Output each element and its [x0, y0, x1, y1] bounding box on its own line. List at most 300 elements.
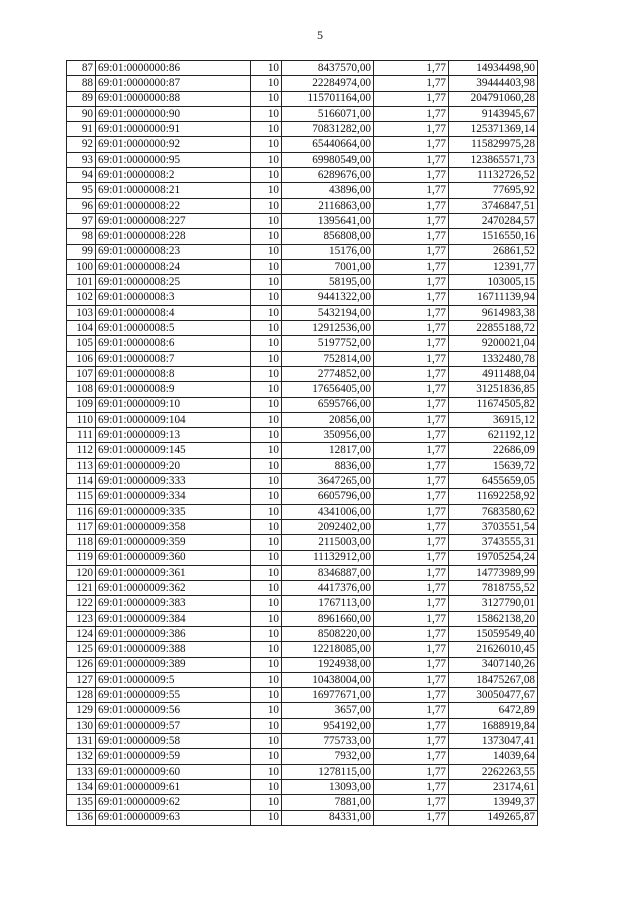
row-number-cell: 115: [67, 489, 96, 504]
rate-cell: 10: [251, 137, 282, 152]
row-number-cell: 122: [67, 596, 96, 611]
rate-cell: 10: [251, 458, 282, 473]
cadastral-number-cell: 69:01:0000000:91: [96, 122, 251, 137]
table-row: [67, 397, 538, 412]
cadastral-number-cell: 69:01:0000009:58: [96, 734, 251, 749]
row-number-cell: 95: [67, 183, 96, 198]
table-row: [67, 749, 538, 764]
rate-cell: 10: [251, 290, 282, 305]
row-number-cell: 123: [67, 611, 96, 626]
coefficient-cell: 1,77: [374, 152, 449, 167]
row-number-cell: 98: [67, 229, 96, 244]
amount-cell: 1688919,84: [449, 718, 538, 733]
cadastral-number-cell: 69:01:0000009:20: [96, 458, 251, 473]
amount-cell: 2262263,55: [449, 764, 538, 779]
coefficient-cell: 1,77: [374, 489, 449, 504]
table-row: [67, 596, 538, 611]
value-cell: 7932,00: [282, 749, 374, 764]
cadastral-number-cell: 69:01:0000009:333: [96, 474, 251, 489]
row-number-cell: 125: [67, 642, 96, 657]
row-number-cell: 132: [67, 749, 96, 764]
value-cell: 2774852,00: [282, 366, 374, 381]
coefficient-cell: 1,77: [374, 397, 449, 412]
rate-cell: 10: [251, 443, 282, 458]
value-cell: 6595766,00: [282, 397, 374, 412]
row-number-cell: 112: [67, 443, 96, 458]
cadastral-number-cell: 69:01:0000009:10: [96, 397, 251, 412]
table-row: [67, 321, 538, 336]
cadastral-number-cell: 69:01:0000000:90: [96, 106, 251, 121]
rate-cell: 10: [251, 535, 282, 550]
table-row: [67, 642, 538, 657]
table-row: [67, 351, 538, 366]
table-row: [67, 168, 538, 183]
table-row: [67, 779, 538, 794]
rate-cell: 10: [251, 244, 282, 259]
value-cell: 8437570,00: [282, 61, 374, 76]
value-cell: 1767113,00: [282, 596, 374, 611]
coefficient-cell: 1,77: [374, 749, 449, 764]
rate-cell: 10: [251, 581, 282, 596]
value-cell: 2115003,00: [282, 535, 374, 550]
value-cell: 11132912,00: [282, 550, 374, 565]
amount-cell: 3743555,31: [449, 535, 538, 550]
coefficient-cell: 1,77: [374, 275, 449, 290]
amount-cell: 149265,87: [449, 810, 538, 825]
rate-cell: 10: [251, 550, 282, 565]
rate-cell: 10: [251, 321, 282, 336]
row-number-cell: 106: [67, 351, 96, 366]
amount-cell: 14934498,90: [449, 61, 538, 76]
rate-cell: 10: [251, 810, 282, 825]
cadastral-number-cell: 69:01:0000009:383: [96, 596, 251, 611]
table-row: [67, 382, 538, 397]
row-number-cell: 107: [67, 366, 96, 381]
table-row: [67, 61, 538, 76]
value-cell: 7001,00: [282, 259, 374, 274]
coefficient-cell: 1,77: [374, 122, 449, 137]
table-row: [67, 581, 538, 596]
row-number-cell: 96: [67, 198, 96, 213]
amount-cell: 103005,15: [449, 275, 538, 290]
value-cell: 15176,00: [282, 244, 374, 259]
table-row: [67, 688, 538, 703]
row-number-cell: 93: [67, 152, 96, 167]
amount-cell: 123865571,73: [449, 152, 538, 167]
rate-cell: 10: [251, 626, 282, 641]
cadastral-number-cell: 69:01:0000009:55: [96, 688, 251, 703]
row-number-cell: 101: [67, 275, 96, 290]
rate-cell: 10: [251, 764, 282, 779]
table-body: [67, 61, 538, 826]
row-number-cell: 116: [67, 504, 96, 519]
coefficient-cell: 1,77: [374, 474, 449, 489]
value-cell: 4341006,00: [282, 504, 374, 519]
amount-cell: 9143945,67: [449, 106, 538, 121]
coefficient-cell: 1,77: [374, 779, 449, 794]
coefficient-cell: 1,77: [374, 229, 449, 244]
coefficient-cell: 1,77: [374, 305, 449, 320]
rate-cell: 10: [251, 565, 282, 580]
table-row: [67, 366, 538, 381]
value-cell: 22284974,00: [282, 76, 374, 91]
value-cell: 2092402,00: [282, 519, 374, 534]
value-cell: 58195,00: [282, 275, 374, 290]
table-row: [67, 244, 538, 259]
value-cell: 43896,00: [282, 183, 374, 198]
rate-cell: 10: [251, 397, 282, 412]
coefficient-cell: 1,77: [374, 734, 449, 749]
cadastral-number-cell: 69:01:0000008:21: [96, 183, 251, 198]
table-row: [67, 122, 538, 137]
cadastral-number-cell: 69:01:0000009:145: [96, 443, 251, 458]
table-row: [67, 198, 538, 213]
rate-cell: 10: [251, 703, 282, 718]
table-row: [67, 504, 538, 519]
row-number-cell: 109: [67, 397, 96, 412]
value-cell: 1278115,00: [282, 764, 374, 779]
rate-cell: 10: [251, 336, 282, 351]
rate-cell: 10: [251, 259, 282, 274]
coefficient-cell: 1,77: [374, 519, 449, 534]
rate-cell: 10: [251, 519, 282, 534]
row-number-cell: 119: [67, 550, 96, 565]
amount-cell: 18475267,08: [449, 672, 538, 687]
amount-cell: 31251836,85: [449, 382, 538, 397]
rate-cell: 10: [251, 718, 282, 733]
cadastral-number-cell: 69:01:0000009:389: [96, 657, 251, 672]
coefficient-cell: 1,77: [374, 611, 449, 626]
rate-cell: 10: [251, 305, 282, 320]
rate-cell: 10: [251, 229, 282, 244]
data-table: [66, 60, 538, 826]
table-row: [67, 106, 538, 121]
cadastral-number-cell: 69:01:0000009:56: [96, 703, 251, 718]
table-row: [67, 810, 538, 825]
amount-cell: 115829975,28: [449, 137, 538, 152]
rate-cell: 10: [251, 366, 282, 381]
amount-cell: 7683580,62: [449, 504, 538, 519]
value-cell: 4417376,00: [282, 581, 374, 596]
rate-cell: 10: [251, 596, 282, 611]
table-row: [67, 489, 538, 504]
rate-cell: 10: [251, 76, 282, 91]
value-cell: 752814,00: [282, 351, 374, 366]
cadastral-number-cell: 69:01:0000008:7: [96, 351, 251, 366]
amount-cell: 30050477,67: [449, 688, 538, 703]
row-number-cell: 113: [67, 458, 96, 473]
row-number-cell: 94: [67, 168, 96, 183]
cadastral-number-cell: 69:01:0000009:63: [96, 810, 251, 825]
coefficient-cell: 1,77: [374, 351, 449, 366]
cadastral-number-cell: 69:01:0000008:9: [96, 382, 251, 397]
row-number-cell: 97: [67, 213, 96, 228]
row-number-cell: 105: [67, 336, 96, 351]
rate-cell: 10: [251, 611, 282, 626]
coefficient-cell: 1,77: [374, 810, 449, 825]
amount-cell: 21626010,45: [449, 642, 538, 657]
value-cell: 13093,00: [282, 779, 374, 794]
amount-cell: 3746847,51: [449, 198, 538, 213]
value-cell: 8836,00: [282, 458, 374, 473]
row-number-cell: 118: [67, 535, 96, 550]
rate-cell: 10: [251, 489, 282, 504]
coefficient-cell: 1,77: [374, 535, 449, 550]
coefficient-cell: 1,77: [374, 290, 449, 305]
amount-cell: 14773989,99: [449, 565, 538, 580]
amount-cell: 1373047,41: [449, 734, 538, 749]
cadastral-number-cell: 69:01:0000000:88: [96, 91, 251, 106]
table-row: [67, 703, 538, 718]
rate-cell: 10: [251, 183, 282, 198]
amount-cell: 15059549,40: [449, 626, 538, 641]
table-row: [67, 611, 538, 626]
amount-cell: 204791060,28: [449, 91, 538, 106]
value-cell: 8346887,00: [282, 565, 374, 580]
amount-cell: 77695,92: [449, 183, 538, 198]
value-cell: 8961660,00: [282, 611, 374, 626]
table-row: [67, 229, 538, 244]
row-number-cell: 127: [67, 672, 96, 687]
rate-cell: 10: [251, 428, 282, 443]
row-number-cell: 99: [67, 244, 96, 259]
amount-cell: 6455659,05: [449, 474, 538, 489]
rate-cell: 10: [251, 351, 282, 366]
amount-cell: 26861,52: [449, 244, 538, 259]
row-number-cell: 92: [67, 137, 96, 152]
rate-cell: 10: [251, 795, 282, 810]
value-cell: 12817,00: [282, 443, 374, 458]
row-number-cell: 87: [67, 61, 96, 76]
cadastral-number-cell: 69:01:0000008:228: [96, 229, 251, 244]
row-number-cell: 117: [67, 519, 96, 534]
rate-cell: 10: [251, 198, 282, 213]
amount-cell: 1516550,16: [449, 229, 538, 244]
amount-cell: 13949,37: [449, 795, 538, 810]
rate-cell: 10: [251, 91, 282, 106]
rate-cell: 10: [251, 152, 282, 167]
amount-cell: 36915,12: [449, 412, 538, 427]
amount-cell: 11132726,52: [449, 168, 538, 183]
amount-cell: 15862138,20: [449, 611, 538, 626]
amount-cell: 12391,77: [449, 259, 538, 274]
cadastral-number-cell: 69:01:0000008:5: [96, 321, 251, 336]
coefficient-cell: 1,77: [374, 504, 449, 519]
coefficient-cell: 1,77: [374, 626, 449, 641]
table-row: [67, 519, 538, 534]
table-row: [67, 795, 538, 810]
cadastral-number-cell: 69:01:0000008:4: [96, 305, 251, 320]
coefficient-cell: 1,77: [374, 91, 449, 106]
value-cell: 954192,00: [282, 718, 374, 733]
amount-cell: 14039,64: [449, 749, 538, 764]
cadastral-number-cell: 69:01:0000009:334: [96, 489, 251, 504]
rate-cell: 10: [251, 168, 282, 183]
row-number-cell: 128: [67, 688, 96, 703]
table-row: [67, 259, 538, 274]
value-cell: 115701164,00: [282, 91, 374, 106]
row-number-cell: 111: [67, 428, 96, 443]
amount-cell: 9614983,38: [449, 305, 538, 320]
table-row: [67, 474, 538, 489]
cadastral-number-cell: 69:01:0000009:61: [96, 779, 251, 794]
coefficient-cell: 1,77: [374, 183, 449, 198]
rate-cell: 10: [251, 412, 282, 427]
cadastral-number-cell: 69:01:0000009:60: [96, 764, 251, 779]
table-row: [67, 565, 538, 580]
value-cell: 70831282,00: [282, 122, 374, 137]
value-cell: 3657,00: [282, 703, 374, 718]
row-number-cell: 90: [67, 106, 96, 121]
row-number-cell: 102: [67, 290, 96, 305]
amount-cell: 6472,89: [449, 703, 538, 718]
coefficient-cell: 1,77: [374, 550, 449, 565]
cadastral-number-cell: 69:01:0000009:5: [96, 672, 251, 687]
coefficient-cell: 1,77: [374, 244, 449, 259]
coefficient-cell: 1,77: [374, 672, 449, 687]
value-cell: 10438004,00: [282, 672, 374, 687]
row-number-cell: 131: [67, 734, 96, 749]
value-cell: 5197752,00: [282, 336, 374, 351]
row-number-cell: 89: [67, 91, 96, 106]
amount-cell: 621192,12: [449, 428, 538, 443]
row-number-cell: 110: [67, 412, 96, 427]
row-number-cell: 124: [67, 626, 96, 641]
cadastral-number-cell: 69:01:0000008:8: [96, 366, 251, 381]
cadastral-number-cell: 69:01:0000008:3: [96, 290, 251, 305]
rate-cell: 10: [251, 779, 282, 794]
coefficient-cell: 1,77: [374, 642, 449, 657]
cadastral-number-cell: 69:01:0000009:360: [96, 550, 251, 565]
rate-cell: 10: [251, 382, 282, 397]
row-number-cell: 120: [67, 565, 96, 580]
coefficient-cell: 1,77: [374, 703, 449, 718]
rate-cell: 10: [251, 122, 282, 137]
cadastral-number-cell: 69:01:0000009:104: [96, 412, 251, 427]
value-cell: 16977671,00: [282, 688, 374, 703]
coefficient-cell: 1,77: [374, 581, 449, 596]
coefficient-cell: 1,77: [374, 764, 449, 779]
cadastral-number-cell: 69:01:0000009:62: [96, 795, 251, 810]
table-row: [67, 91, 538, 106]
amount-cell: 11692258,92: [449, 489, 538, 504]
coefficient-cell: 1,77: [374, 259, 449, 274]
table-row: [67, 672, 538, 687]
value-cell: 5166071,00: [282, 106, 374, 121]
table-row: [67, 412, 538, 427]
cadastral-number-cell: 69:01:0000000:92: [96, 137, 251, 152]
coefficient-cell: 1,77: [374, 443, 449, 458]
amount-cell: 7818755,52: [449, 581, 538, 596]
row-number-cell: 134: [67, 779, 96, 794]
coefficient-cell: 1,77: [374, 137, 449, 152]
row-number-cell: 121: [67, 581, 96, 596]
cadastral-number-cell: 69:01:0000009:335: [96, 504, 251, 519]
amount-cell: 22855188,72: [449, 321, 538, 336]
table-row: [67, 275, 538, 290]
page-number: 5: [317, 28, 323, 42]
table-row: [67, 76, 538, 91]
table-row: [67, 443, 538, 458]
rate-cell: 10: [251, 688, 282, 703]
table-row: [67, 626, 538, 641]
cadastral-number-cell: 69:01:0000000:95: [96, 152, 251, 167]
amount-cell: 1332480,78: [449, 351, 538, 366]
rate-cell: 10: [251, 749, 282, 764]
coefficient-cell: 1,77: [374, 76, 449, 91]
amount-cell: 4911488,04: [449, 366, 538, 381]
row-number-cell: 104: [67, 321, 96, 336]
value-cell: 1924938,00: [282, 657, 374, 672]
table-row: [67, 305, 538, 320]
cadastral-number-cell: 69:01:0000009:13: [96, 428, 251, 443]
table-row: [67, 213, 538, 228]
coefficient-cell: 1,77: [374, 718, 449, 733]
amount-cell: 39444403,98: [449, 76, 538, 91]
table-row: [67, 183, 538, 198]
row-number-cell: 108: [67, 382, 96, 397]
amount-cell: 16711139,94: [449, 290, 538, 305]
coefficient-cell: 1,77: [374, 213, 449, 228]
value-cell: 84331,00: [282, 810, 374, 825]
rate-cell: 10: [251, 734, 282, 749]
rate-cell: 10: [251, 61, 282, 76]
row-number-cell: 136: [67, 810, 96, 825]
amount-cell: 2470284,57: [449, 213, 538, 228]
table-row: [67, 550, 538, 565]
coefficient-cell: 1,77: [374, 198, 449, 213]
value-cell: 6605796,00: [282, 489, 374, 504]
table-row: [67, 458, 538, 473]
value-cell: 65440664,00: [282, 137, 374, 152]
table-row: [67, 535, 538, 550]
cadastral-number-cell: 69:01:0000009:362: [96, 581, 251, 596]
cadastral-number-cell: 69:01:0000008:2: [96, 168, 251, 183]
table-row: [67, 657, 538, 672]
value-cell: 17656405,00: [282, 382, 374, 397]
value-cell: 20856,00: [282, 412, 374, 427]
coefficient-cell: 1,77: [374, 61, 449, 76]
coefficient-cell: 1,77: [374, 336, 449, 351]
table-row: [67, 764, 538, 779]
cadastral-number-cell: 69:01:0000009:358: [96, 519, 251, 534]
rate-cell: 10: [251, 213, 282, 228]
table-row: [67, 152, 538, 167]
row-number-cell: 126: [67, 657, 96, 672]
coefficient-cell: 1,77: [374, 795, 449, 810]
value-cell: 9441322,00: [282, 290, 374, 305]
table-row: [67, 290, 538, 305]
amount-cell: 11674505,82: [449, 397, 538, 412]
value-cell: 12912536,00: [282, 321, 374, 336]
rate-cell: 10: [251, 642, 282, 657]
coefficient-cell: 1,77: [374, 688, 449, 703]
row-number-cell: 100: [67, 259, 96, 274]
amount-cell: 3703551,54: [449, 519, 538, 534]
coefficient-cell: 1,77: [374, 565, 449, 580]
value-cell: 1395641,00: [282, 213, 374, 228]
cadastral-number-cell: 69:01:0000000:87: [96, 76, 251, 91]
row-number-cell: 88: [67, 76, 96, 91]
cadastral-number-cell: 69:01:0000008:227: [96, 213, 251, 228]
rate-cell: 10: [251, 106, 282, 121]
cadastral-number-cell: 69:01:0000008:6: [96, 336, 251, 351]
cadastral-number-cell: 69:01:0000009:57: [96, 718, 251, 733]
cadastral-number-cell: 69:01:0000008:24: [96, 259, 251, 274]
amount-cell: 3407140,26: [449, 657, 538, 672]
amount-cell: 9200021,04: [449, 336, 538, 351]
amount-cell: 23174,61: [449, 779, 538, 794]
